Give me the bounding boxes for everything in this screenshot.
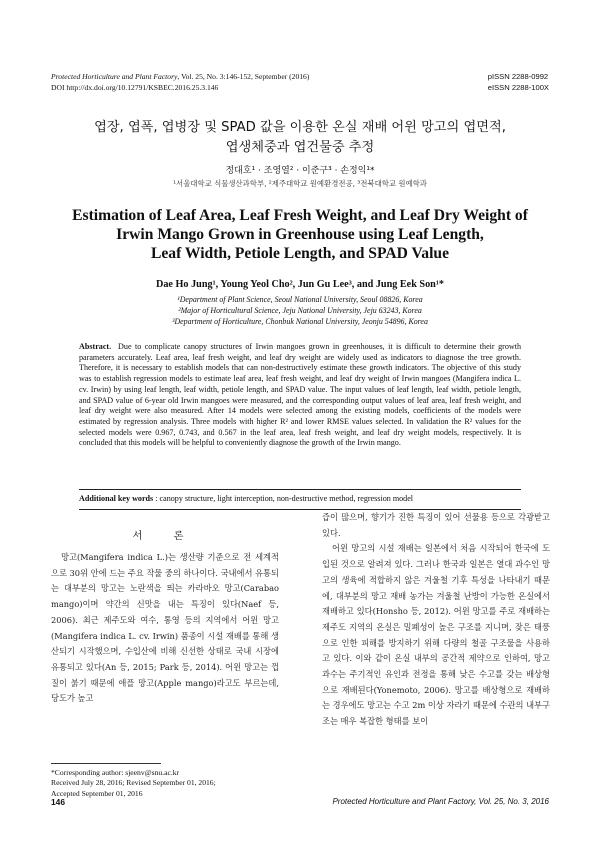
- footer-journal-ref: Protected Horticulture and Plant Factory, Vol. 25, No. 3, 2016: [332, 797, 549, 806]
- section-title-introduction: 서 론: [132, 531, 198, 542]
- page-number: 146: [51, 797, 65, 807]
- keywords-label: Additional key words: [79, 494, 154, 503]
- english-affiliations: [0, 294, 600, 327]
- journal-citation: , Vol. 25, No. 3:146-152, September (2016): [177, 72, 310, 81]
- abstract: [79, 342, 521, 449]
- footnote: [51, 768, 291, 799]
- left-column: [51, 550, 279, 707]
- keywords-text: : canopy structure, light interception, non-destructive method, regression model: [153, 494, 414, 503]
- intro-paragraph-2: 어윈 망고의 시설 재배는 일본에서 처음 시작되어 한국에 도입된 것으로 알려져 있다. 그러나 한국과 일본은 열대 과수인 망고의 생육에 적합하지 않은 겨울철 기후 특성을 나타내기 때문에, 대부분의 망고 재배 농가는 겨울철 난방이 가능한 온실에서 재배하고 있다(Honsho 등, 2012). 어윈 망고를 주로 재배하는 제주도 지역의 온실은 밀폐성이 높은 구조를 지니며, 잦은 태풍으로 인한 피해를 방지하기 위해 다량의 철골 구조물을 사용하고 있다. 이와 같이 온실 내부의 공간적 제약으로 인하여, 망고 과수는 주기적인 유인과 전정을 통해 낮은 수고를 갖는 배상형으로 재배된다(Yonemoto, 2006). 망고를 배상형으로 재배하는 경우에도 망고는 수고 2m 이상 자라기 때문에 수관의 내부구조는 매우 복잡한 형태를 보이: [322, 543, 550, 727]
- abstract-label: Abstract.: [79, 342, 112, 351]
- intro-paragraph-1: 망고(Mangifera indica L.)는 생산량 기준으로 전 세계적으로 30위 안에 드는 주요 작물 중의 하나이다. 국내에서 유통되는 대부분의 망고는 노란색을 띄는 카라바오 망고(Carabao mango)이며 약간의 신맛을 내는 특징이 있다(Naef 등, 2006). 최근 제주도와 여수, 통영 등의 지역에서 어윈 망고(Mangifera indica L. cv. Irwin) 품종이 시설 재배를 통해 생산되기 시작했으며, 수입산에 비해 신선한 상태로 국내 시장에 유통되고 있다(An 등, 2015; Park 등, 2014). 어윈 망고는 껍질이 붉기 때문에 애플 망고(Apple mango)라고도 부르는데, 당도가 높고: [51, 552, 279, 704]
- affiliation-2: ²Major of Horticultural Science, Jeju National University, Jeju 63243, Korea: [178, 306, 422, 315]
- received-date: Received July 28, 2016; Revised September 01, 2016;: [51, 778, 216, 788]
- footnote-rule: [51, 763, 161, 764]
- journal-header: [51, 71, 309, 93]
- journal-name: Protected Horticulture and Plant Factory: [51, 72, 178, 81]
- keywords-top-rule: [79, 489, 521, 490]
- issn-block: [488, 71, 549, 93]
- pissn: pISSN 2288-0992: [487, 72, 549, 81]
- corresponding-author: *Corresponding author: sjeenv@snu.ac.kr: [51, 768, 180, 777]
- accepted-date: Accepted September 01, 2016: [51, 788, 143, 798]
- english-title: [0, 206, 600, 263]
- korean-title-line1: 엽장, 엽폭, 엽병장 및 SPAD 값을 이용한 온실 재배 어윈 망고의 엽면적,: [94, 120, 506, 135]
- abstract-text: Due to complicate canopy structures of Irwin mangoes grown in greenhouses, it is difficult to determine their growth parameters accurately. Leaf area, leaf fresh weight, and leaf dry weight are widely used as indicators to diagnose the tree growth. Therefore, it is necessary to establish models that can non-destructively estimate these growth indicators. The objective of this study was to establish regression models to estimate leaf area, leaf fresh weight, and leaf dry weight of Irwin mangoes (Mangifera indica L. cv. Irwin) by using leaf length, leaf width, petiole length, and SPAD value. The input values of leaf length, leaf width, petiole length, and SPAD value of 6-year old Irwin mangoes were measured, and the corresponding output values of leaf area, leaf fresh weight, and leaf dry weight were also measured. After 14 models were selected among the existing models, coefficients of the models were estimated by regression analysis. Three models with higher R² and lower RMSE values selected. In validation the R² values for the selected models were 0.967, 0.743, and 0.567 in the leaf area, leaf fresh weight, and leaf dry weight models, respectively. It is concluded that this models will be helpful to conveniently diagnose the growth of the Irwin mango.: [79, 342, 522, 448]
- affiliation-3: ³Department of Horticulture, Chonbuk National University, Jeonju 54896, Korea: [172, 317, 428, 326]
- english-title-line2: Irwin Mango Grown in Greenhouse using Leaf Length,: [116, 226, 484, 243]
- korean-affiliations: ¹서울대학교 식물생산과학부, ²제주대학교 원예환경전공, ³전북대학교 원예학과: [173, 179, 427, 188]
- eissn: eISSN 2288-100X: [487, 83, 549, 92]
- right-column: [322, 510, 550, 730]
- english-authors: Dae Ho Jung¹, Young Yeol Cho², Jun Gu Lee³, and Jung Eek Son¹*: [155, 279, 444, 290]
- korean-title-line2: 엽생체중과 엽건물중 추정: [225, 139, 375, 155]
- doi-link[interactable]: DOI http://dx.doi.org/10.12791/KSBEC.2016.25.3.146: [51, 83, 219, 92]
- english-title-line3: Leaf Width, Petiole Length, and SPAD Value: [150, 245, 450, 262]
- keywords: [79, 494, 521, 503]
- intro-paragraph-continued: 즙이 많으며, 향기가 진한 특징이 있어 선물용 등으로 각광받고 있다.: [322, 512, 550, 538]
- affiliation-1: ¹Department of Plant Science, Seoul National University, Seoul 08826, Korea: [177, 295, 423, 304]
- korean-authors: 정대호¹ · 조영열² · 이준구³ · 손정익¹*: [225, 166, 375, 176]
- english-title-line1: Estimation of Leaf Area, Leaf Fresh Weight, and Leaf Dry Weight of: [72, 207, 528, 224]
- korean-title: [0, 118, 600, 157]
